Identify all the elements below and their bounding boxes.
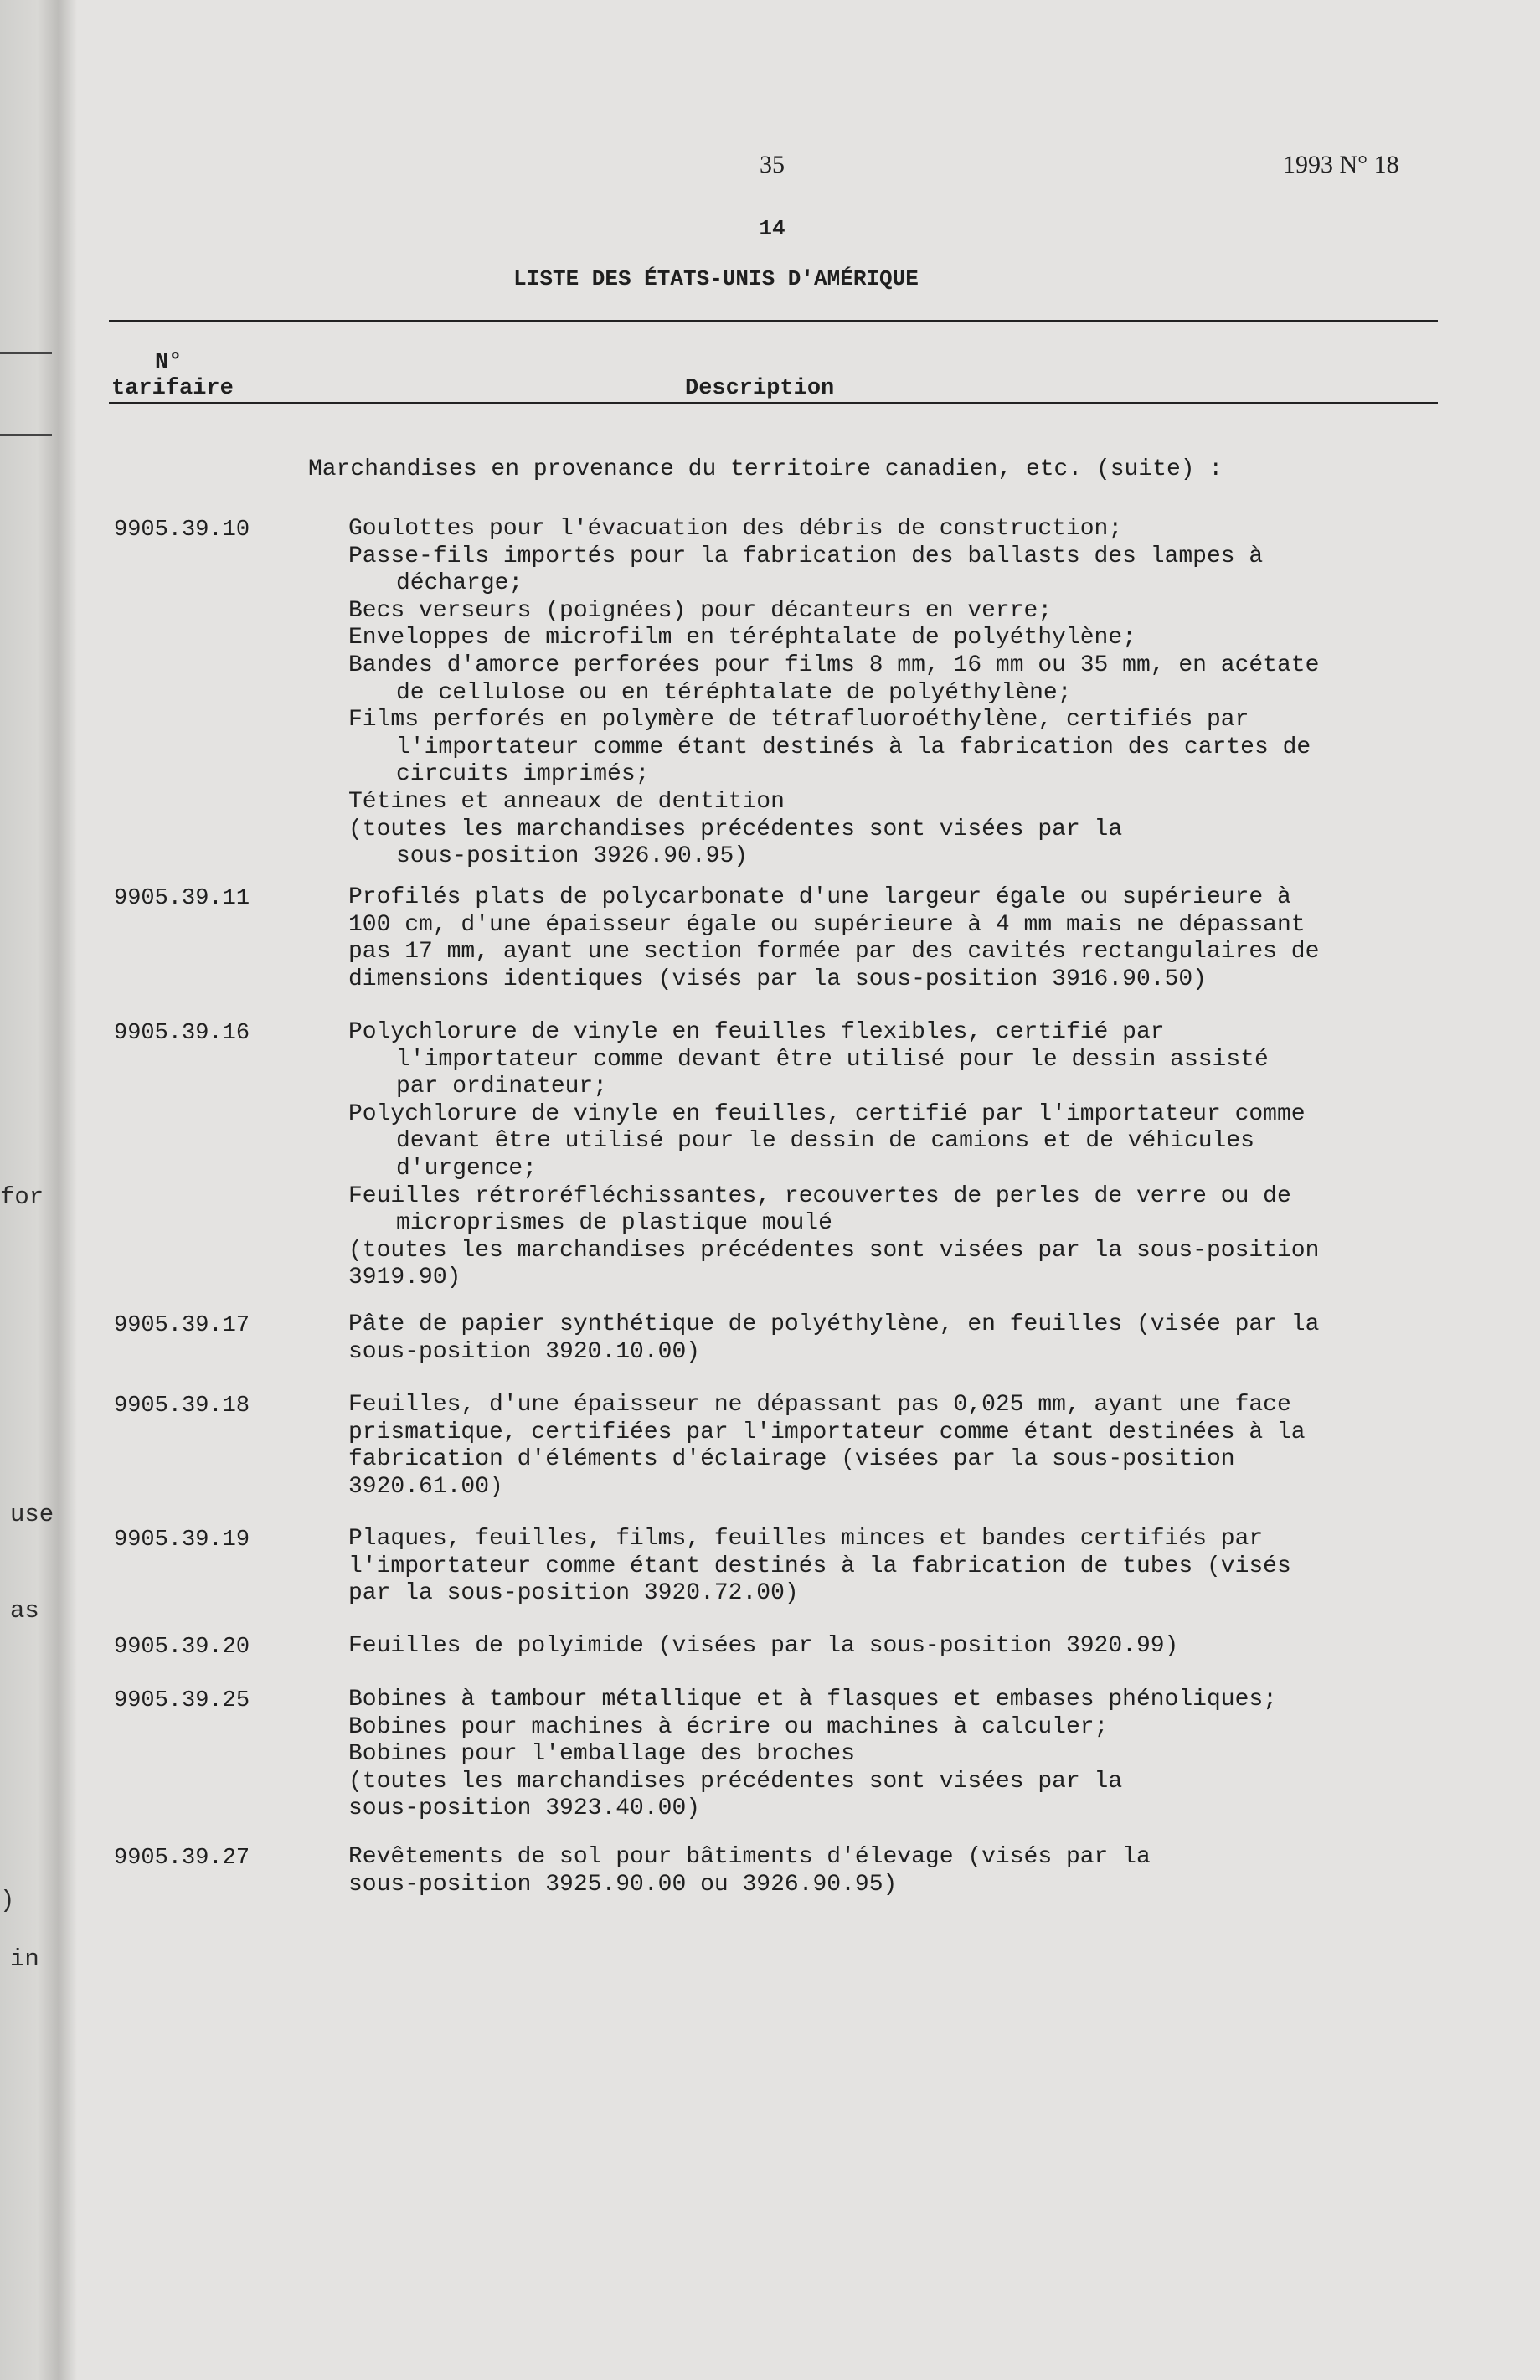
tariff-code: 9905.39.20 xyxy=(114,1635,250,1660)
description-line: l'importateur comme devant être utilisé pour le dessin assisté xyxy=(396,1046,1269,1073)
tariff-code: 9905.39.10 xyxy=(114,518,250,543)
bleed-text: for xyxy=(0,1183,44,1211)
description-line: 100 cm, d'une épaisseur égale ou supérieure à 4 mm mais ne dépassant xyxy=(348,911,1306,938)
tariff-description xyxy=(348,1526,1437,1608)
description-line: Bobines pour machines à écrire ou machines à calculer; xyxy=(348,1713,1109,1740)
bleed-text: in xyxy=(10,1945,39,1973)
description-line: Feuilles de polyimide (visées par la sous-position 3920.99) xyxy=(348,1633,1179,1659)
description-line: l'importateur comme étant destinés à la fabrication des cartes de xyxy=(396,734,1311,760)
description-line: (toutes les marchandises précédentes sont visées par la sous-position xyxy=(348,1237,1320,1264)
description-line: Revêtements de sol pour bâtiments d'élevage (visés par la xyxy=(348,1844,1151,1870)
tariff-description xyxy=(348,1844,1437,1898)
description-line: Tétines et anneaux de dentition xyxy=(348,788,785,815)
bleed-text: as xyxy=(10,1597,39,1625)
tariff-code: 9905.39.11 xyxy=(114,886,250,911)
description-line: Bobines pour l'emballage des broches xyxy=(348,1741,855,1768)
tariff-description xyxy=(348,516,1437,871)
description-line: l'importateur comme étant destinés à la fabrication de tubes (visés xyxy=(348,1553,1291,1579)
description-line: par la sous-position 3920.72.00) xyxy=(348,1580,799,1607)
description-line: circuits imprimés; xyxy=(396,761,650,788)
description-line: 3919.90) xyxy=(348,1265,461,1291)
tariff-description xyxy=(348,1392,1437,1501)
description-line: par ordinateur; xyxy=(396,1074,608,1100)
description-line: Films perforés en polymère de tétrafluoroéthylène, certifiés par xyxy=(348,707,1249,734)
description-line: prismatique, certifiées par l'importateur comme étant destinées à la xyxy=(348,1419,1306,1445)
description-line: sous-position 3926.90.95) xyxy=(396,843,749,870)
tariff-description xyxy=(348,1687,1437,1823)
top-rule xyxy=(109,320,1438,322)
tariff-column-header: tarifaire xyxy=(111,376,234,401)
description-line: (toutes les marchandises précédentes sont visées par la xyxy=(348,1768,1123,1795)
description-line: sous-position 3923.40.00) xyxy=(348,1795,701,1822)
description-line: Polychlorure de vinyle en feuilles, certifié par l'importateur comme xyxy=(348,1100,1306,1127)
description-line: Profilés plats de polycarbonate d'une largeur égale ou supérieure à xyxy=(348,884,1291,910)
description-line: Pâte de papier synthétique de polyéthylène, en feuilles (visée par la xyxy=(348,1311,1320,1337)
tariff-column-header: N° xyxy=(155,350,183,375)
description-line: Feuilles rétroréfléchissantes, recouvertes de perles de verre ou de xyxy=(348,1182,1291,1209)
tariff-description xyxy=(348,884,1437,993)
description-line: 3920.61.00) xyxy=(348,1473,503,1500)
header-rule xyxy=(109,402,1438,404)
description-column-header: Description xyxy=(685,376,835,401)
description-line: Enveloppes de microfilm en téréphtalate de polyéthylène; xyxy=(348,625,1136,652)
description-line: d'urgence; xyxy=(396,1155,538,1182)
intro-text: Marchandises en provenance du territoire canadien, etc. (suite) : xyxy=(308,456,1223,482)
description-line: sous-position 3925.90.00 ou 3926.90.95) xyxy=(348,1871,898,1898)
tariff-code: 9905.39.19 xyxy=(114,1527,250,1553)
tariff-code: 9905.39.17 xyxy=(114,1313,250,1338)
tariff-description xyxy=(348,1311,1437,1366)
description-line: microprismes de plastique moulé xyxy=(396,1210,832,1237)
description-line: Plaques, feuilles, films, feuilles minces et bandes certifiés par xyxy=(348,1526,1264,1552)
schedule-number: 14 xyxy=(759,216,785,241)
bleed-text: ) xyxy=(0,1887,15,1914)
description-line: Passe-fils importés pour la fabrication des ballasts des lampes à xyxy=(348,543,1264,569)
page-number: 35 xyxy=(760,151,785,178)
description-line: sous-position 3920.10.00) xyxy=(348,1338,701,1365)
issue-number: 1993 N° 18 xyxy=(1283,151,1399,178)
tariff-code: 9905.39.18 xyxy=(114,1393,250,1419)
tariff-code: 9905.39.27 xyxy=(114,1846,250,1871)
bleed-text: use xyxy=(10,1501,54,1528)
tariff-code: 9905.39.16 xyxy=(114,1021,250,1046)
description-line: dimensions identiques (visés par la sous-position 3916.90.50) xyxy=(348,966,1207,992)
schedule-title: LISTE DES ÉTATS-UNIS D'AMÉRIQUE xyxy=(513,266,919,291)
description-line: (toutes les marchandises précédentes sont visées par la xyxy=(348,816,1123,842)
description-line: décharge; xyxy=(396,570,523,597)
description-line: fabrication d'éléments d'éclairage (visées par la sous-position xyxy=(348,1446,1235,1473)
tariff-description xyxy=(348,1019,1437,1292)
description-line: devant être utilisé pour le dessin de camions et de véhicules xyxy=(396,1128,1254,1155)
description-line: Feuilles, d'une épaisseur ne dépassant pas 0,025 mm, ayant une face xyxy=(348,1392,1291,1418)
tariff-description xyxy=(348,1633,1437,1661)
description-line: Goulottes pour l'évacuation des débris de construction; xyxy=(348,516,1123,542)
description-line: pas 17 mm, ayant une section formée par des cavités rectangulaires de xyxy=(348,939,1320,966)
description-line: Bobines à tambour métallique et à flasques et embases phénoliques; xyxy=(348,1687,1277,1713)
description-line: de cellulose ou en téréphtalate de polyéthylène; xyxy=(396,679,1072,706)
tariff-code: 9905.39.25 xyxy=(114,1688,250,1713)
description-line: Bandes d'amorce perforées pour films 8 mm, 16 mm ou 35 mm, en acétate xyxy=(348,652,1320,678)
description-line: Polychlorure de vinyle en feuilles flexibles, certifié par xyxy=(348,1019,1165,1045)
description-line: Becs verseurs (poignées) pour décanteurs en verre; xyxy=(348,597,1053,624)
